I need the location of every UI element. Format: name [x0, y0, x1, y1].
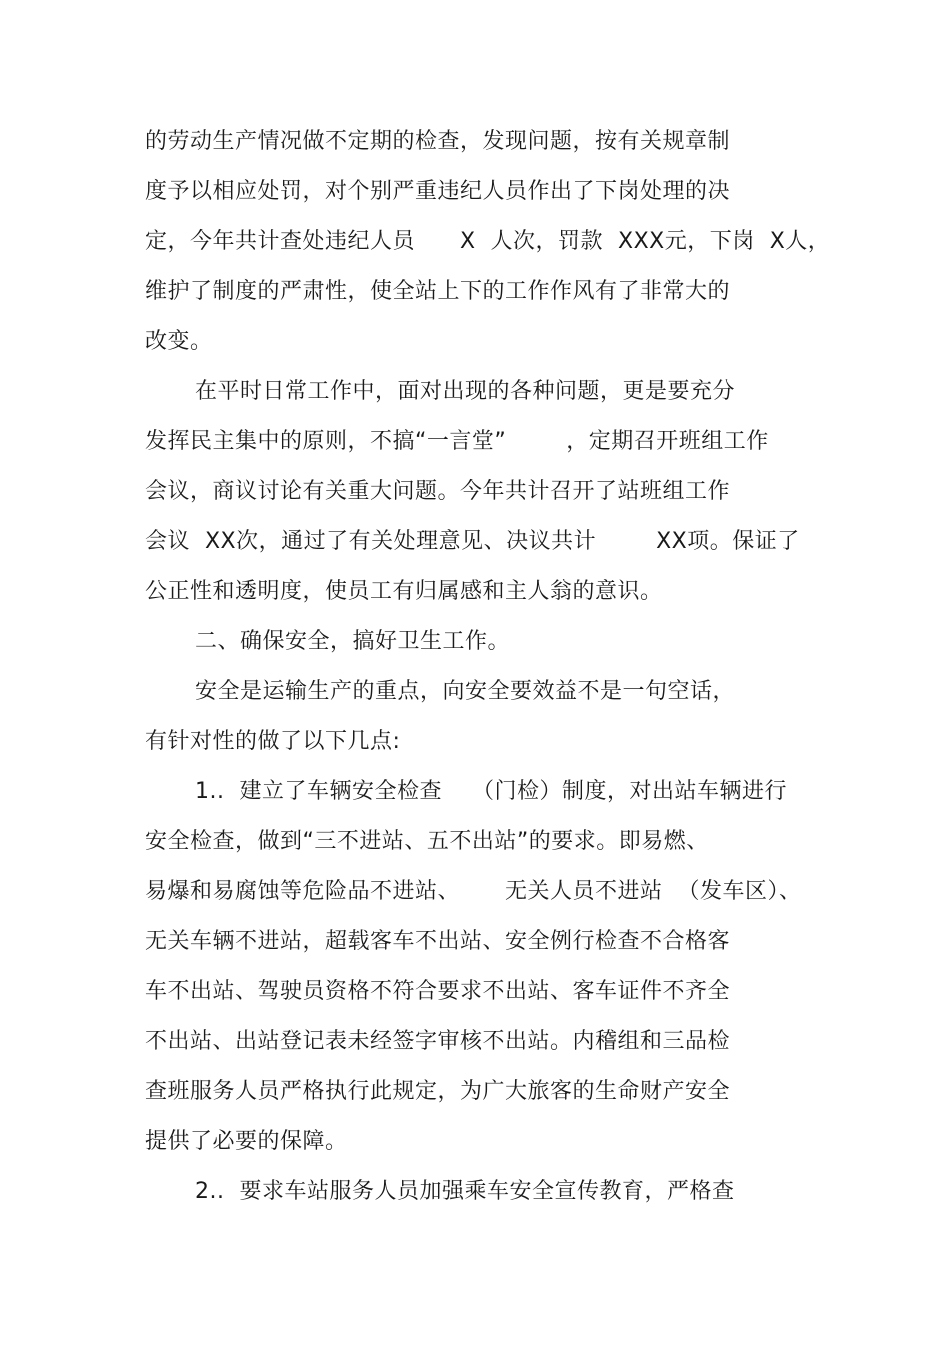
text-line: 度予以相应处罚，对个别严重违纪人员作出了下岗处理的决 — [145, 179, 731, 204]
list-item-first-line: 1.. 建立了车辆安全检查 （门检）制度，对出站车辆进行 — [195, 779, 787, 804]
text-line: 会议 XX次，通过了有关处理意见、决议共计 XX项。保证了 — [145, 529, 800, 554]
text-line: 无关车辆不进站，超载客车不出站、安全例行检查不合格客 — [145, 929, 731, 954]
paragraph-first-line: 在平时日常工作中，面对出现的各种问题，更是要充分 — [195, 379, 736, 404]
text-line: 定，今年共计查处违纪人员 X 人次，罚款 XXX元，下岗 X人， — [145, 229, 831, 254]
paragraph-first-line: 安全是运输生产的重点，向安全要效益不是一句空话， — [195, 679, 736, 704]
text-line: 易爆和易腐蚀等危险品不进站、 无关人员不进站 （发车区）、 — [145, 879, 802, 904]
text-line: 公正性和透明度，使员工有归属感和主人翁的意识。 — [145, 579, 663, 604]
text-line: 有针对性的做了以下几点: — [145, 729, 401, 754]
text-line: 车不出站、驾驶员资格不符合要求不出站、客车证件不齐全 — [145, 979, 731, 1004]
text-line: 的劳动生产情况做不定期的检查，发现问题，按有关规章制 — [145, 129, 731, 154]
list-item-first-line: 2.. 要求车站服务人员加强乘车安全宣传教育，严格查 — [195, 1179, 735, 1204]
text-line: 改变。 — [145, 329, 213, 354]
text-line: 发挥民主集中的原则，不搞“一言堂” ，定期召开班组工作 — [145, 429, 769, 454]
text-line: 提供了必要的保障。 — [145, 1129, 348, 1154]
text-line: 不出站、出站登记表未经签字审核不出站。内稽组和三品检 — [145, 1029, 731, 1054]
text-line: 维护了制度的严肃性，使全站上下的工作作风有了非常大的 — [145, 279, 731, 304]
text-line: 查班服务人员严格执行此规定，为广大旅客的生命财产安全 — [145, 1079, 731, 1104]
text-line: 会议，商议讨论有关重大问题。今年共计召开了站班组工作 — [145, 479, 731, 504]
section-heading: 二、确保安全，搞好卫生工作。 — [195, 629, 511, 654]
text-line: 安全检查，做到“三不进站、五不出站”的要求。即易燃、 — [145, 829, 709, 854]
